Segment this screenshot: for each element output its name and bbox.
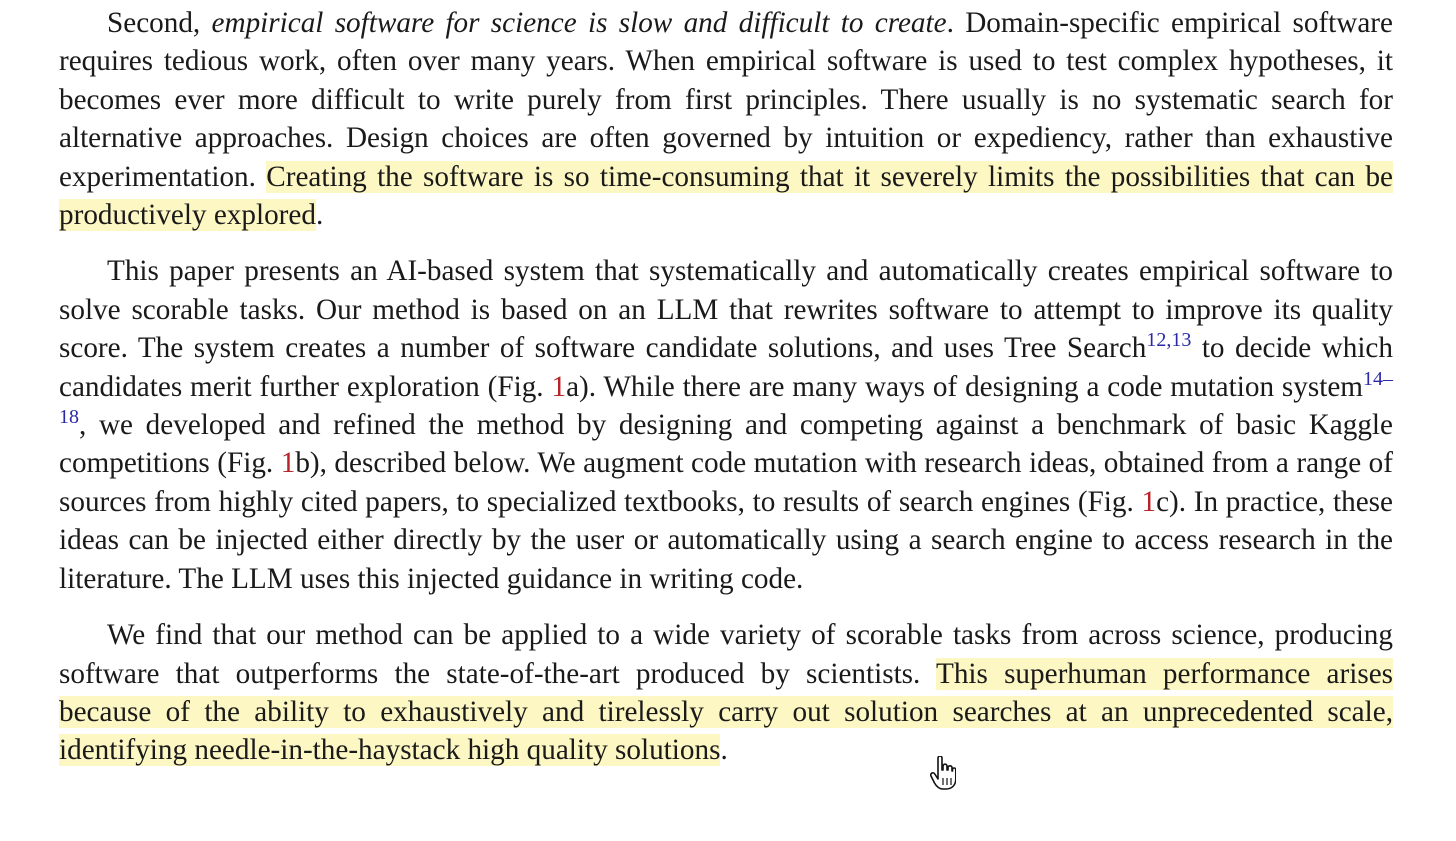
figure-ref-link-1b[interactable]: 1 bbox=[280, 447, 296, 480]
p3-body: We find that our method can be applied to a wide variety of scorable tasks from across science, producing software that outperforms the state-of-the-art produced by scientists. bbox=[59, 619, 1393, 690]
p2-text-4: , we developed and refined the method by designing and competing against a benchmark of basic Kaggle competitions (Fig. bbox=[59, 409, 1393, 480]
p1-body: . Domain-specific empirical software requires tedious work, often over many years. When empirical software is used to test complex hypotheses, it becomes ever more difficult to write purely from first principles. There usually is no systematic search for alternative approaches. Design choices are often governed by intuition or expediency, rather than exhaustive experimentation. bbox=[59, 7, 1393, 193]
figure-ref-link-1a[interactable]: 1 bbox=[551, 370, 567, 403]
figure-ref-link-1c[interactable]: 1 bbox=[1141, 485, 1157, 518]
p1-tail: . bbox=[315, 199, 324, 232]
p2-text-3: a). While there are many ways of designing a code mutation system bbox=[566, 370, 1364, 403]
p1-lead: Second, bbox=[107, 7, 212, 39]
paragraph-1 bbox=[59, 4, 1393, 234]
p1-italic-emphasis: empirical software for science is slow and difficult to create bbox=[211, 7, 947, 39]
hand-pointer-icon bbox=[930, 756, 956, 790]
p2-text-1: This paper presents an AI-based system that systematically and automatically creates empirical software to solve scorable tasks. Our method is based on an LLM that rewrites software to attempt to improve its quality score. The system creates a number of software candidate solutions, and uses Tree Search bbox=[59, 255, 1393, 365]
p1-highlighted-text[interactable]: Creating the software is so time-consuming that it severely limits the possibilities that can be productively explored bbox=[59, 160, 1393, 232]
paragraph-2 bbox=[59, 252, 1393, 598]
document-body bbox=[59, 4, 1393, 770]
p2-text-6: c). In practice, these ideas can be injected either directly by the user or automatically using a search engine to access research in the literature. The LLM uses this injected guidance in writing code. bbox=[59, 485, 1393, 595]
p3-highlighted-text[interactable]: This superhuman performance arises because of the ability to exhaustively and tirelessly carry out solution searches at an unprecedented scale, identifying needle-in-the-haystack high quality solutions bbox=[59, 657, 1394, 767]
p2-text-2: to decide which candidates merit further exploration (Fig. bbox=[59, 332, 1393, 403]
citation-link-12-13[interactable]: 12,13 bbox=[1146, 329, 1192, 352]
p3-tail: . bbox=[720, 734, 728, 767]
paragraph-3 bbox=[59, 616, 1393, 770]
p2-text-5: b), described below. We augment code mutation with research ideas, obtained from a range of sources from highly cited papers, to specialized textbooks, to results of search engines (Fig. bbox=[59, 447, 1393, 518]
citation-link-14-18[interactable]: 14–18 bbox=[59, 367, 1394, 429]
